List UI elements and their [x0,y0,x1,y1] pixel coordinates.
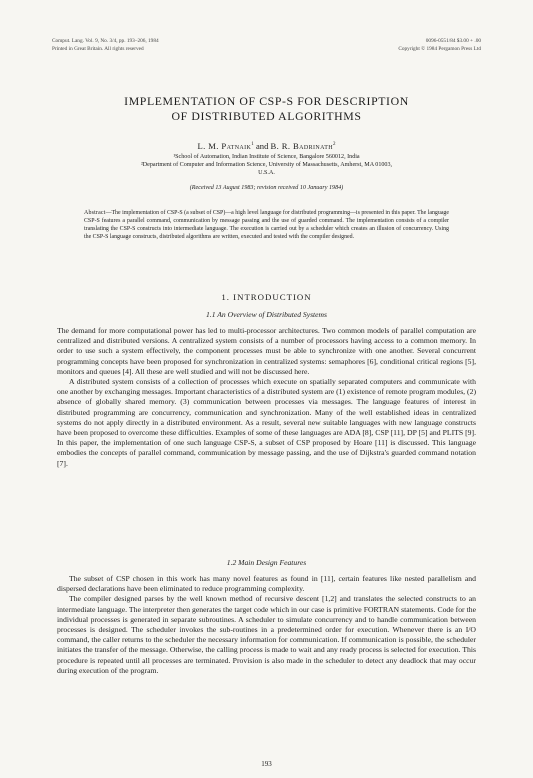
abstract-label: Abstract [84,210,106,216]
author-second: B. R. Badrinath [270,141,333,151]
section-heading-introduction: 1. INTRODUCTION [221,292,312,302]
issn-line: 0096-0551/84 $3.00 + .00 [425,38,481,44]
author-first: L. M. Patnaik [197,141,252,151]
subsection-heading-overview [50,310,483,319]
subsection-title-overview: 1.1 An Overview of Distributed Systems [206,310,327,319]
title-line-2: OF DISTRIBUTED ALGORITHMS [171,109,362,123]
copyright-block [398,38,481,53]
affiliation-3: U.S.A. [258,170,275,176]
journal-citation [52,38,159,53]
journal-citation-line: Comput. Lang. Vol. 9, No. 3/4, pp. 193–206, 1984 [52,38,159,44]
paragraph-2: A distributed system consists of a collection of processes which execute on spatially separated computers and communicate with one another by exchanging messages. Important characteristics of a distributed system are (1) existence of remote program modules, (2) absence of globally shared memory. (3) communication between processes via messages. The language features of interest in distributed programming are concurrency, communication and synchronization. Many of the well established ideas in centralized systems do not apply directly in a distributed environment. As a result, several new suitable languages with new language constructs have been proposed to overcome these difficulties. Examples of some of these languages are ADA [8], CSP [11], DP [5] and PLITS [9]. In this paper, the implementation of one such language CSP-S, a subset of CSP proposed by Hoare [11] is discussed. This language embodies the concepts of parallel command, communication by message passing, and the use of Dijkstra's guarded command notation [7]. [57,377,476,468]
subsection-title-design: 1.2 Main Design Features [226,558,307,567]
subsection-heading-design [50,558,483,567]
title-line-1: IMPLEMENTATION OF CSP-S FOR DESCRIPTION [124,94,409,108]
paragraph-1: The demand for more computational power has led to multi-processor architectures. Two common models of parallel computation are centralized and distributed versions. A centralized system consists of a number of processors having access to a common memory. In order to use such a system effectively, the component processes must be able to synchronize with one another. Several concurrent programming concepts have been proposed for synchronization in centralized systems: semaphores [6], conditional critical regions [5], monitors and queues [4]. All these are well studied and will not be discussed here. [57,326,476,376]
author-conjunction: and [255,141,269,151]
paragraph-3: The subset of CSP chosen in this work has many novel features as found in [11], certain features like nested parallelism and dispersed declarations have been eliminated to reduce programming complexity. [57,574,476,594]
affiliation-2: ²Department of Computer and Information Science, University of Massachusetts, Amherst, MA 01003, [140,162,393,168]
affiliations [50,153,483,177]
affiliation-1: ¹School of Automation, Indian Institute of Science, Bangalore 560012, India [173,154,360,160]
received-dates: (Received 13 August 1983; revision received 10 January 1984) [189,185,344,191]
author-first-mark: 1 [251,142,254,148]
author-line [50,141,483,151]
abstract [84,209,449,241]
body-text-block-1 [57,326,476,469]
copyright-line: Copyright © 1984 Pergamon Press Ltd [398,45,481,52]
paragraph-4: The compiler designed parses by the well known method of recursive descent [1,2] and translates the selected constructs to an intermediate language. The interpreter then generates the target code which in our case is primitive FORTRAN statements. Code for the individual processes is generated in separate subroutines. A scheduler to simulate concurrency and to handle communication between processes is designed. The scheduler invokes the sub-routines in a predetermined order for execution. Whenever there is an I/O command, the caller returns to the scheduler the necessary information for communication. If communication is possible, the scheduler initiates the transfer of the message. Otherwise, the calling process is made to wait and any ready process is selected for execution. This procedure is repeated until all processes are terminated. Provision is also made in the scheduler to detect any deadlock that may occur during execution of the program. [57,594,476,675]
author-second-mark: 2 [333,142,336,148]
page-number: 193 [261,760,272,768]
body-text-block-2 [57,574,476,676]
printed-in-line: Printed in Great Britain. All rights reserved [52,45,144,52]
abstract-text: —The implementation of CSP-S (a subset of CSP)—a high level language for distributed programming—is presented in this paper. The language CSP-S features a parallel command, communication by message passing and the use of guarded command. The implementation consists of a compiler translating the CSP-S constructs into intermediate language. The execution is carried out by a scheduler which creates an illusion of concurrency. Using the CSP-S language constructs, distributed algorithms are written, executed and tested with the compiler designed. [84,210,449,241]
paper-title [50,94,483,124]
